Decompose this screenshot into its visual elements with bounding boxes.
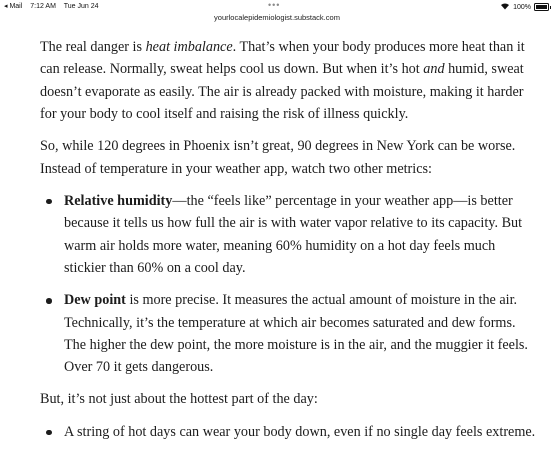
emphasis-heat-imbalance: heat imbalance <box>145 39 233 55</box>
paragraph-heat-imbalance: The real danger is heat imbalance. That’s when your body produces more heat than it can release. Normally, sweat helps cool us down. But when it’s hot and humid, sweat doesn’t evaporate as easily. The air is already packed with moisture, making it harder for your body to cool itself and raising the risk of illness quickly. <box>40 39 525 123</box>
battery-icon <box>534 3 549 11</box>
emphasis-and: and <box>423 61 445 78</box>
article-body <box>40 36 540 453</box>
status-time: 7:12 AM <box>30 3 56 10</box>
term-dew-point: Dew point <box>64 292 126 309</box>
list-item: Dew point is more precise. It measures the actual amount of moisture in the air. Technically, it’s the temperature at which air becomes saturated and dew forms. The higher the dew point, the more moisture is in the air, and the muggier it feels. Over 70 it gets dangerous. <box>40 289 540 379</box>
paragraph-hottest-part: But, it’s not just about the hottest part of the day: <box>40 391 318 408</box>
status-bar <box>0 0 554 13</box>
paragraph-phoenix: So, while 120 degrees in Phoenix isn’t great, 90 degrees in New York can be worse. Instead of temperature in your weather app, watch two other metrics: <box>40 138 516 177</box>
status-date: Tue Jun 24 <box>63 3 99 10</box>
list-item: Relative humidity—the “feels like” percentage in your weather app—is better because it tells us how full the air is with water vapor relative to its capacity. But warm air holds more water, meaning 60% humidity on a hot day feels much stickier than 60% on a cool day. <box>40 190 540 280</box>
metrics-list <box>40 190 540 379</box>
day-list <box>40 421 540 443</box>
address-bar[interactable]: yourlocalepidemiologist.substack.com <box>214 13 340 22</box>
term-relative-humidity: Relative humidity <box>64 192 173 209</box>
multitasking-dots-icon[interactable]: ••• <box>268 0 281 10</box>
list-item: A string of hot days can wear your body down, even if no single day feels extreme. <box>40 421 540 443</box>
battery-percent: 100% <box>513 3 531 11</box>
back-to-mail-link[interactable]: ◂ Mail <box>4 3 23 10</box>
wifi-icon <box>500 2 510 12</box>
